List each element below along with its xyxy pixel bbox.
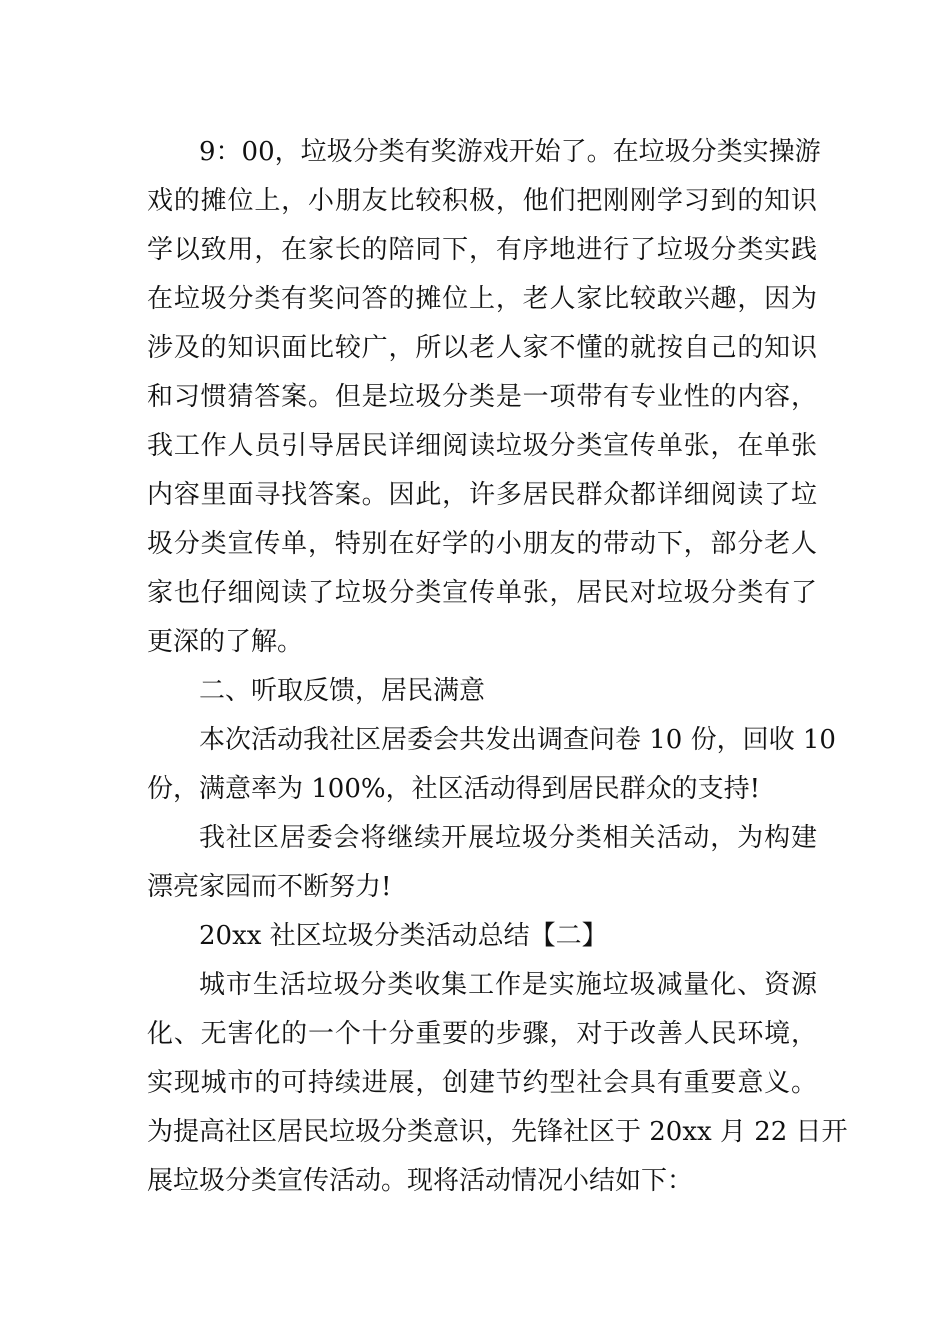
paragraph-line: 化、无害化的一个十分重要的步骤，对于改善人民环境， xyxy=(147,1019,817,1049)
paragraph-line: 实现城市的可持续进展，创建节约型社会具有重要意义。 xyxy=(147,1068,817,1098)
section-heading: 20xx 社区垃圾分类活动总结【二】 xyxy=(199,921,608,951)
paragraph-line: 学以致用，在家长的陪同下，有序地进行了垃圾分类实践 xyxy=(147,235,817,265)
paragraph-line: 戏的摊位上，小朋友比较积极，他们把刚刚学习到的知识 xyxy=(147,186,817,216)
paragraph-line: 9：00，垃圾分类有奖游戏开始了。在垃圾分类实操游 xyxy=(199,137,821,167)
paragraph-line: 更深的了解。 xyxy=(147,627,304,657)
paragraph-line: 漂亮家园而不断努力! xyxy=(147,872,392,902)
paragraph-line: 为提高社区居民垃圾分类意识，先锋社区于 20xx 月 22 日开 xyxy=(147,1117,848,1147)
document-body xyxy=(147,128,848,1206)
paragraph-line: 展垃圾分类宣传活动。现将活动情况小结如下： xyxy=(147,1166,694,1196)
paragraph-line: 份，满意率为 100%，社区活动得到居民群众的支持! xyxy=(147,774,761,804)
paragraph-line: 内容里面寻找答案。因此，许多居民群众都详细阅读了垃 xyxy=(147,480,817,510)
paragraph-line: 本次活动我社区居委会共发出调查问卷 10 份，回收 10 xyxy=(199,725,836,755)
paragraph-line: 家也仔细阅读了垃圾分类宣传单张，居民对垃圾分类有了 xyxy=(147,578,817,608)
paragraph-line: 我工作人员引导居民详细阅读垃圾分类宣传单张，在单张 xyxy=(147,431,817,461)
paragraph-line: 和习惯猜答案。但是垃圾分类是一项带有专业性的内容， xyxy=(147,382,817,412)
paragraph-line: 我社区居委会将继续开展垃圾分类相关活动，为构建 xyxy=(199,823,817,853)
paragraph-line: 城市生活垃圾分类收集工作是实施垃圾减量化、资源 xyxy=(199,970,817,1000)
section-heading: 二、听取反馈，居民满意 xyxy=(199,676,486,706)
paragraph-line: 涉及的知识面比较广，所以老人家不懂的就按自己的知识 xyxy=(147,333,817,363)
paragraph-line: 在垃圾分类有奖问答的摊位上，老人家比较敢兴趣，因为 xyxy=(147,284,817,314)
paragraph-line: 圾分类宣传单，特别在好学的小朋友的带动下，部分老人 xyxy=(147,529,817,559)
